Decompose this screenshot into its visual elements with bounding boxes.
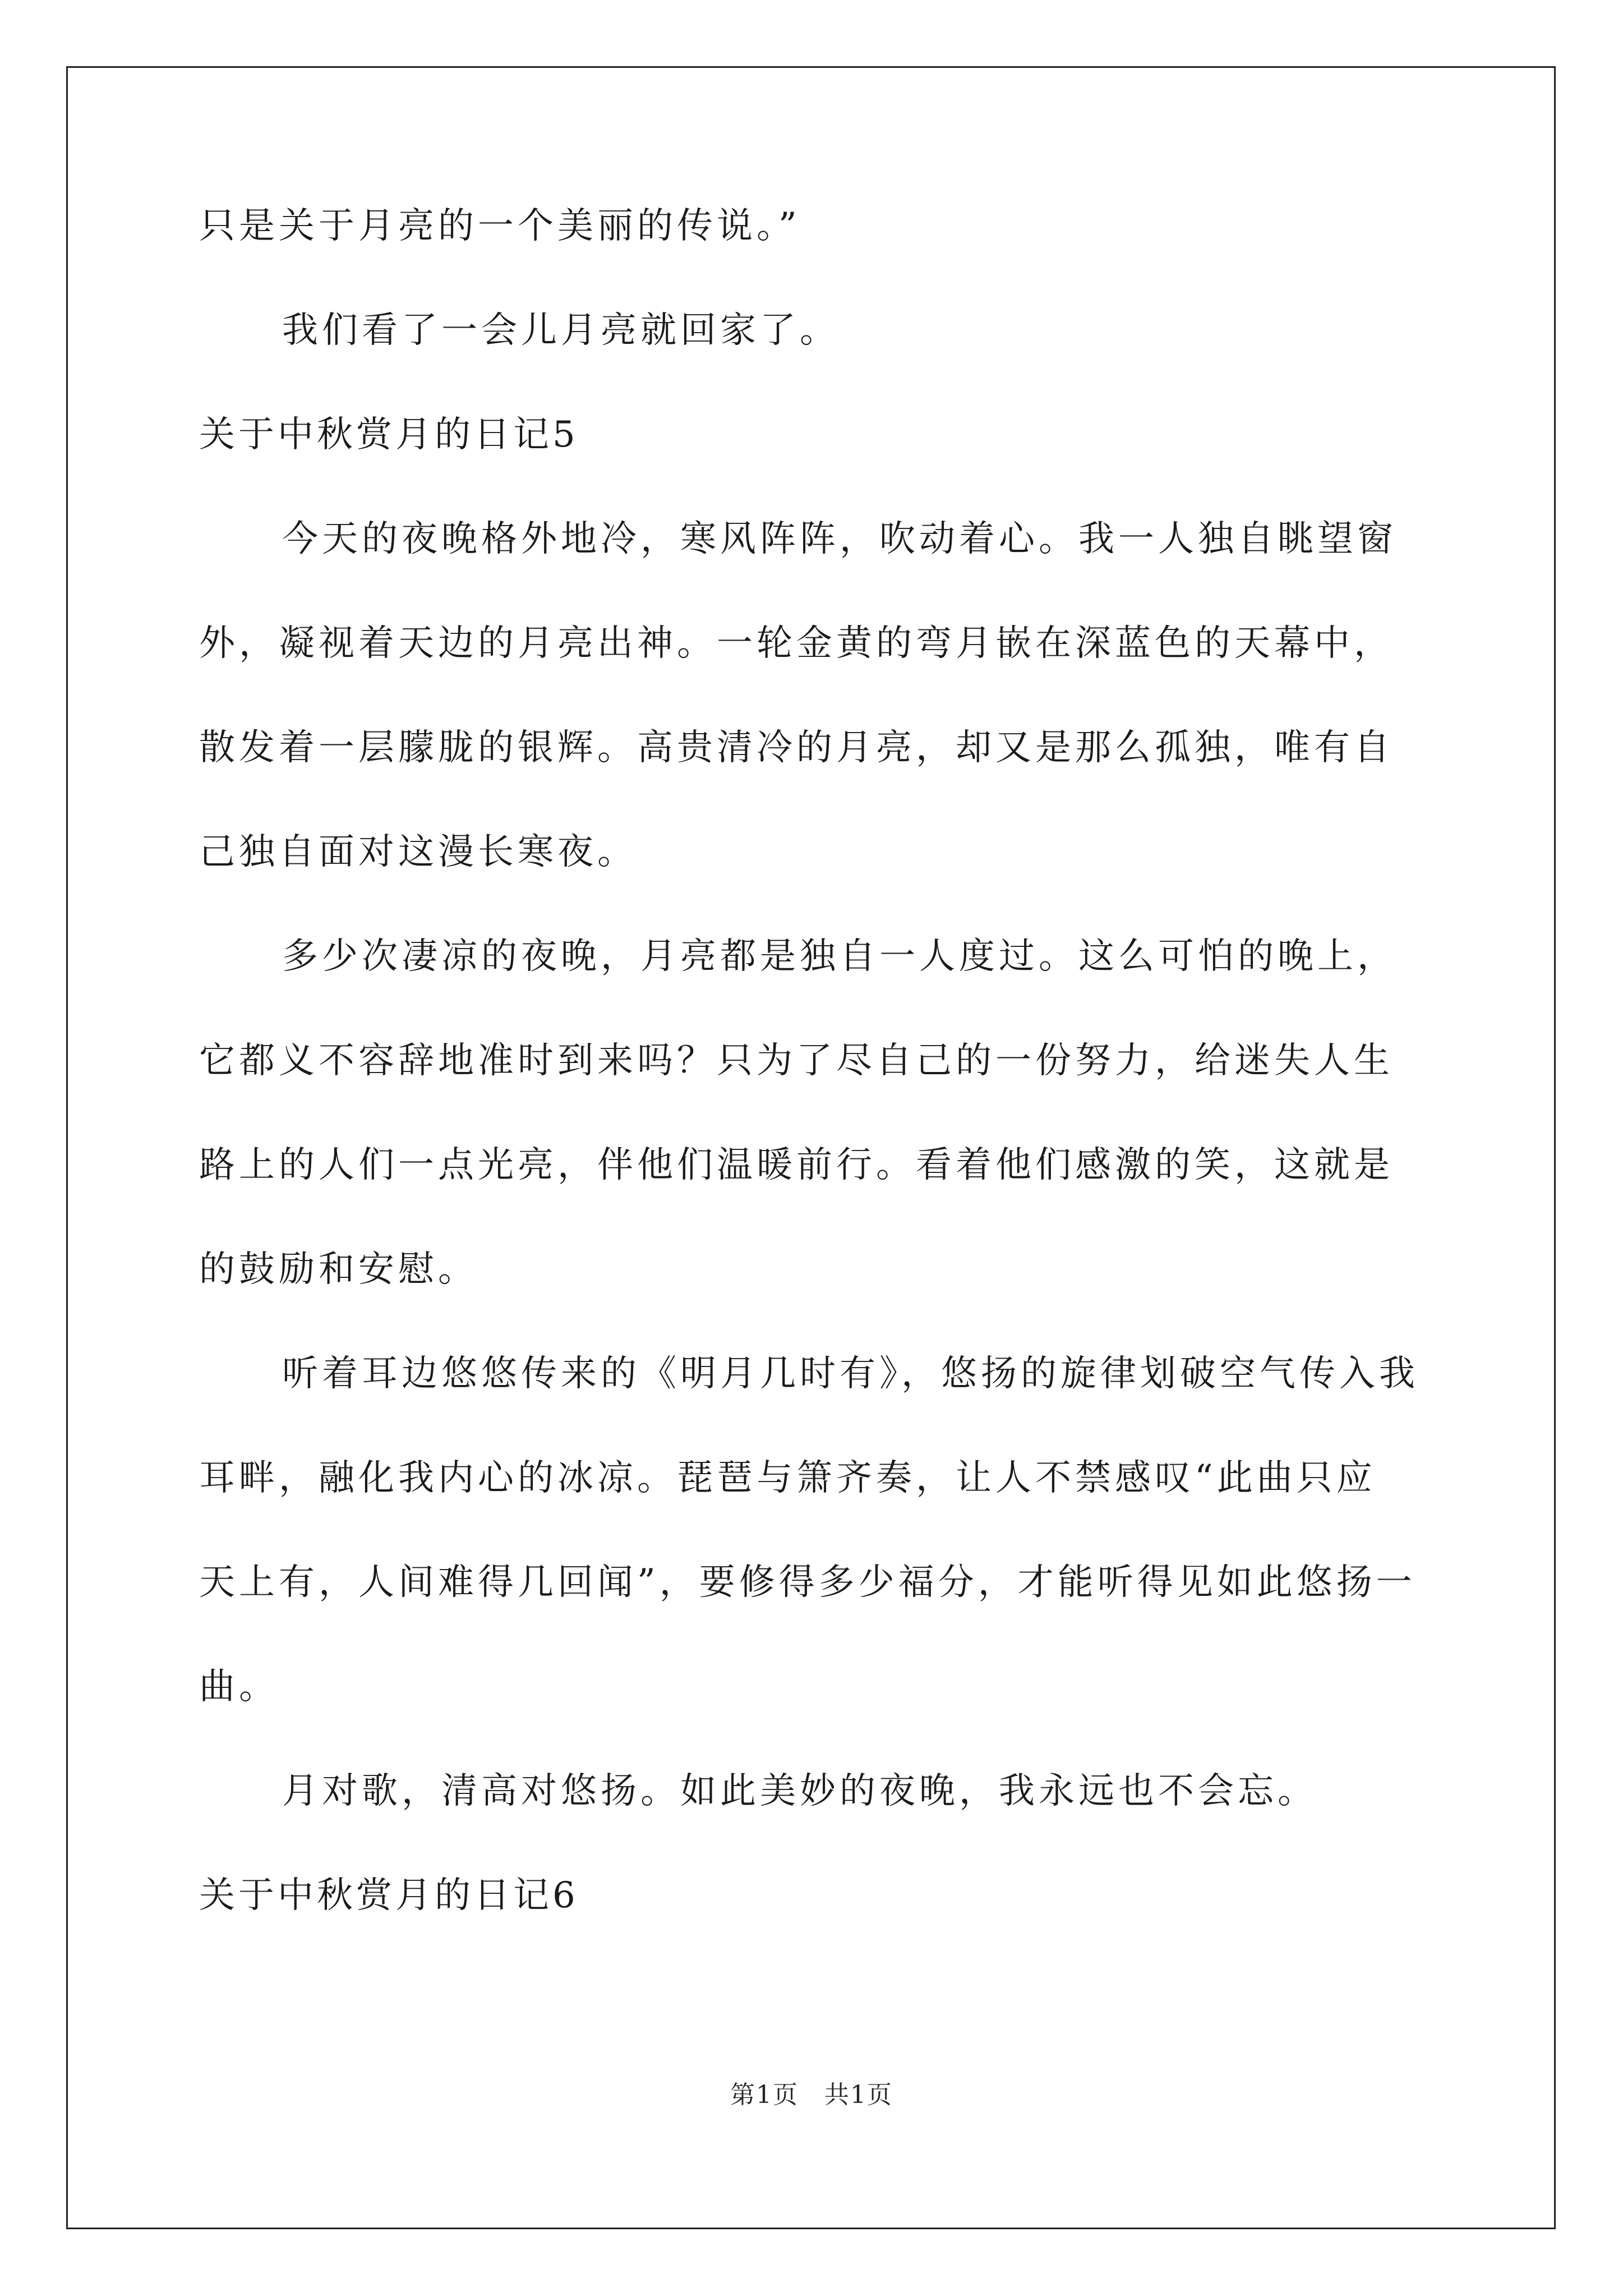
paragraph-line: 天上有，人间难得几回闻”，要修得多少福分，才能听得见如此悠扬一 — [199, 1562, 1416, 1603]
section-heading: 关于中秋赏月的日记6 — [199, 1875, 579, 1916]
paragraph-line: 月对歌，清高对悠扬。如此美妙的夜晚，我永远也不会忘。 — [282, 1770, 1317, 1812]
paragraph-line: 路上的人们一点光亮，伴他们温暖前行。看着他们感激的笑，这就是 — [199, 1144, 1394, 1186]
section-heading: 关于中秋赏月的日记5 — [199, 414, 579, 455]
paragraph-line: 我们看了一会儿月亮就回家了。 — [282, 310, 840, 351]
paragraph-line: 它都义不容辞地准时到来吗？只为了尽自己的一份努力，给迷失人生 — [199, 1040, 1394, 1082]
paragraph-line: 今天的夜晚格外地冷，寒风阵阵，吹动着心。我一人独自眺望窗 — [282, 518, 1397, 560]
paragraph-line: 曲。 — [199, 1666, 279, 1708]
paragraph-line: 听着耳边悠悠传来的《明月几时有》，悠扬的旋律划破空气传入我 — [282, 1353, 1419, 1395]
page-footer: 第1页 共1页 — [730, 2081, 893, 2109]
paragraph-line: 的鼓励和安慰。 — [199, 1249, 478, 1290]
paragraph-line: 耳畔，融化我内心的冰凉。琵琶与箫齐奏，让人不禁感叹“此曲只应 — [199, 1457, 1376, 1499]
paragraph-line: 散发着一层朦胧的银辉。高贵清冷的月亮，却又是那么孤独，唯有自 — [199, 727, 1394, 769]
paragraph-line: 外，凝视着天边的月亮出神。一轮金黄的弯月嵌在深蓝色的天幕中， — [199, 623, 1394, 664]
text-line: 只是关于月亮的一个美丽的传说。” — [199, 205, 801, 247]
document-body — [199, 199, 1433, 1922]
paragraph-line: 多少次凄凉的夜晚，月亮都是独自一人度过。这么可怕的晚上， — [282, 936, 1397, 977]
paragraph-line: 己独自面对这漫长寒夜。 — [199, 831, 637, 873]
